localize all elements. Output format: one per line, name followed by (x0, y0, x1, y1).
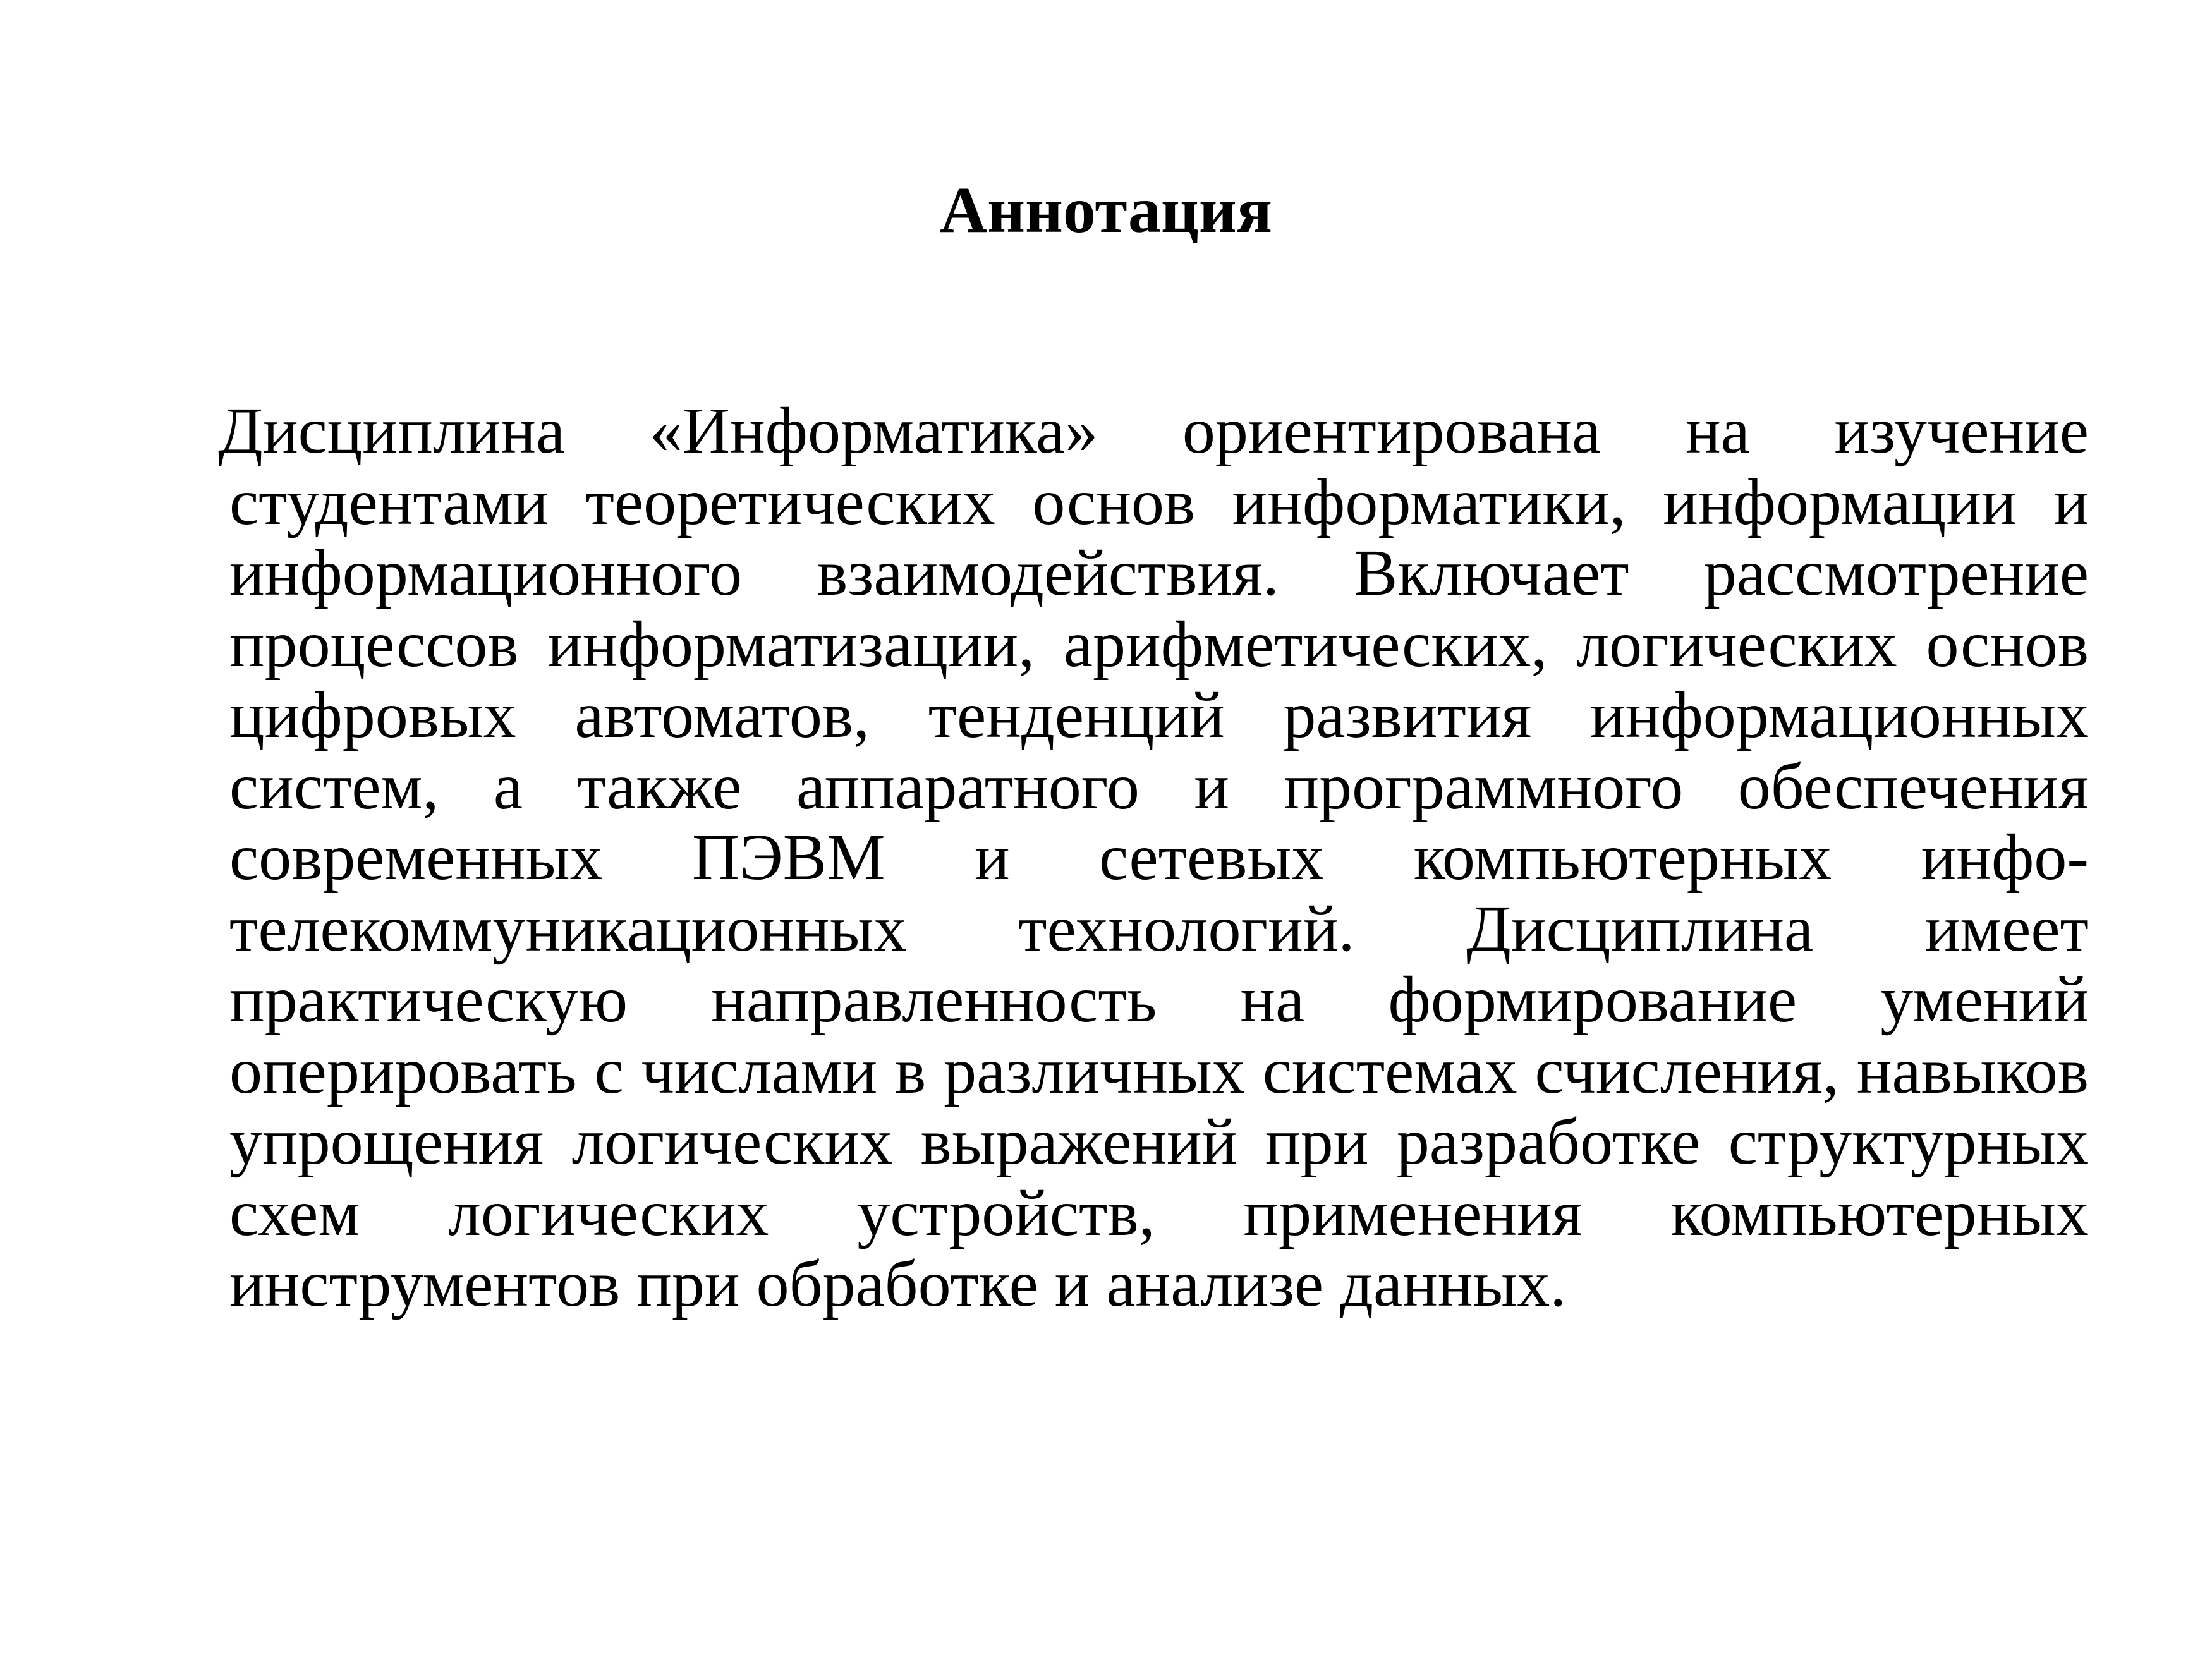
annotation-paragraph: Дисциплина «Информатика» ориентирована на изучение студентами теоретических основ информатики, информации и информационного взаимодействия. Включает рассмотрение процессов информатизации, арифметических, логических основ цифровых автоматов, тенденций развития информационных систем, а также аппаратного и программного обеспечения современных ПЭВМ и сетевых компьютерных инфо-телекоммуникационных технологий. Дисциплина имеет практическую направленность на формирование умений оперировать с числами в различных системах счисления, навыков упрощения логических выражений при разработке структурных схем логических устройств, применения компьютерных инструментов при обработке и анализе данных. (218, 394, 2089, 1320)
page-title: Аннотация (939, 174, 1273, 246)
